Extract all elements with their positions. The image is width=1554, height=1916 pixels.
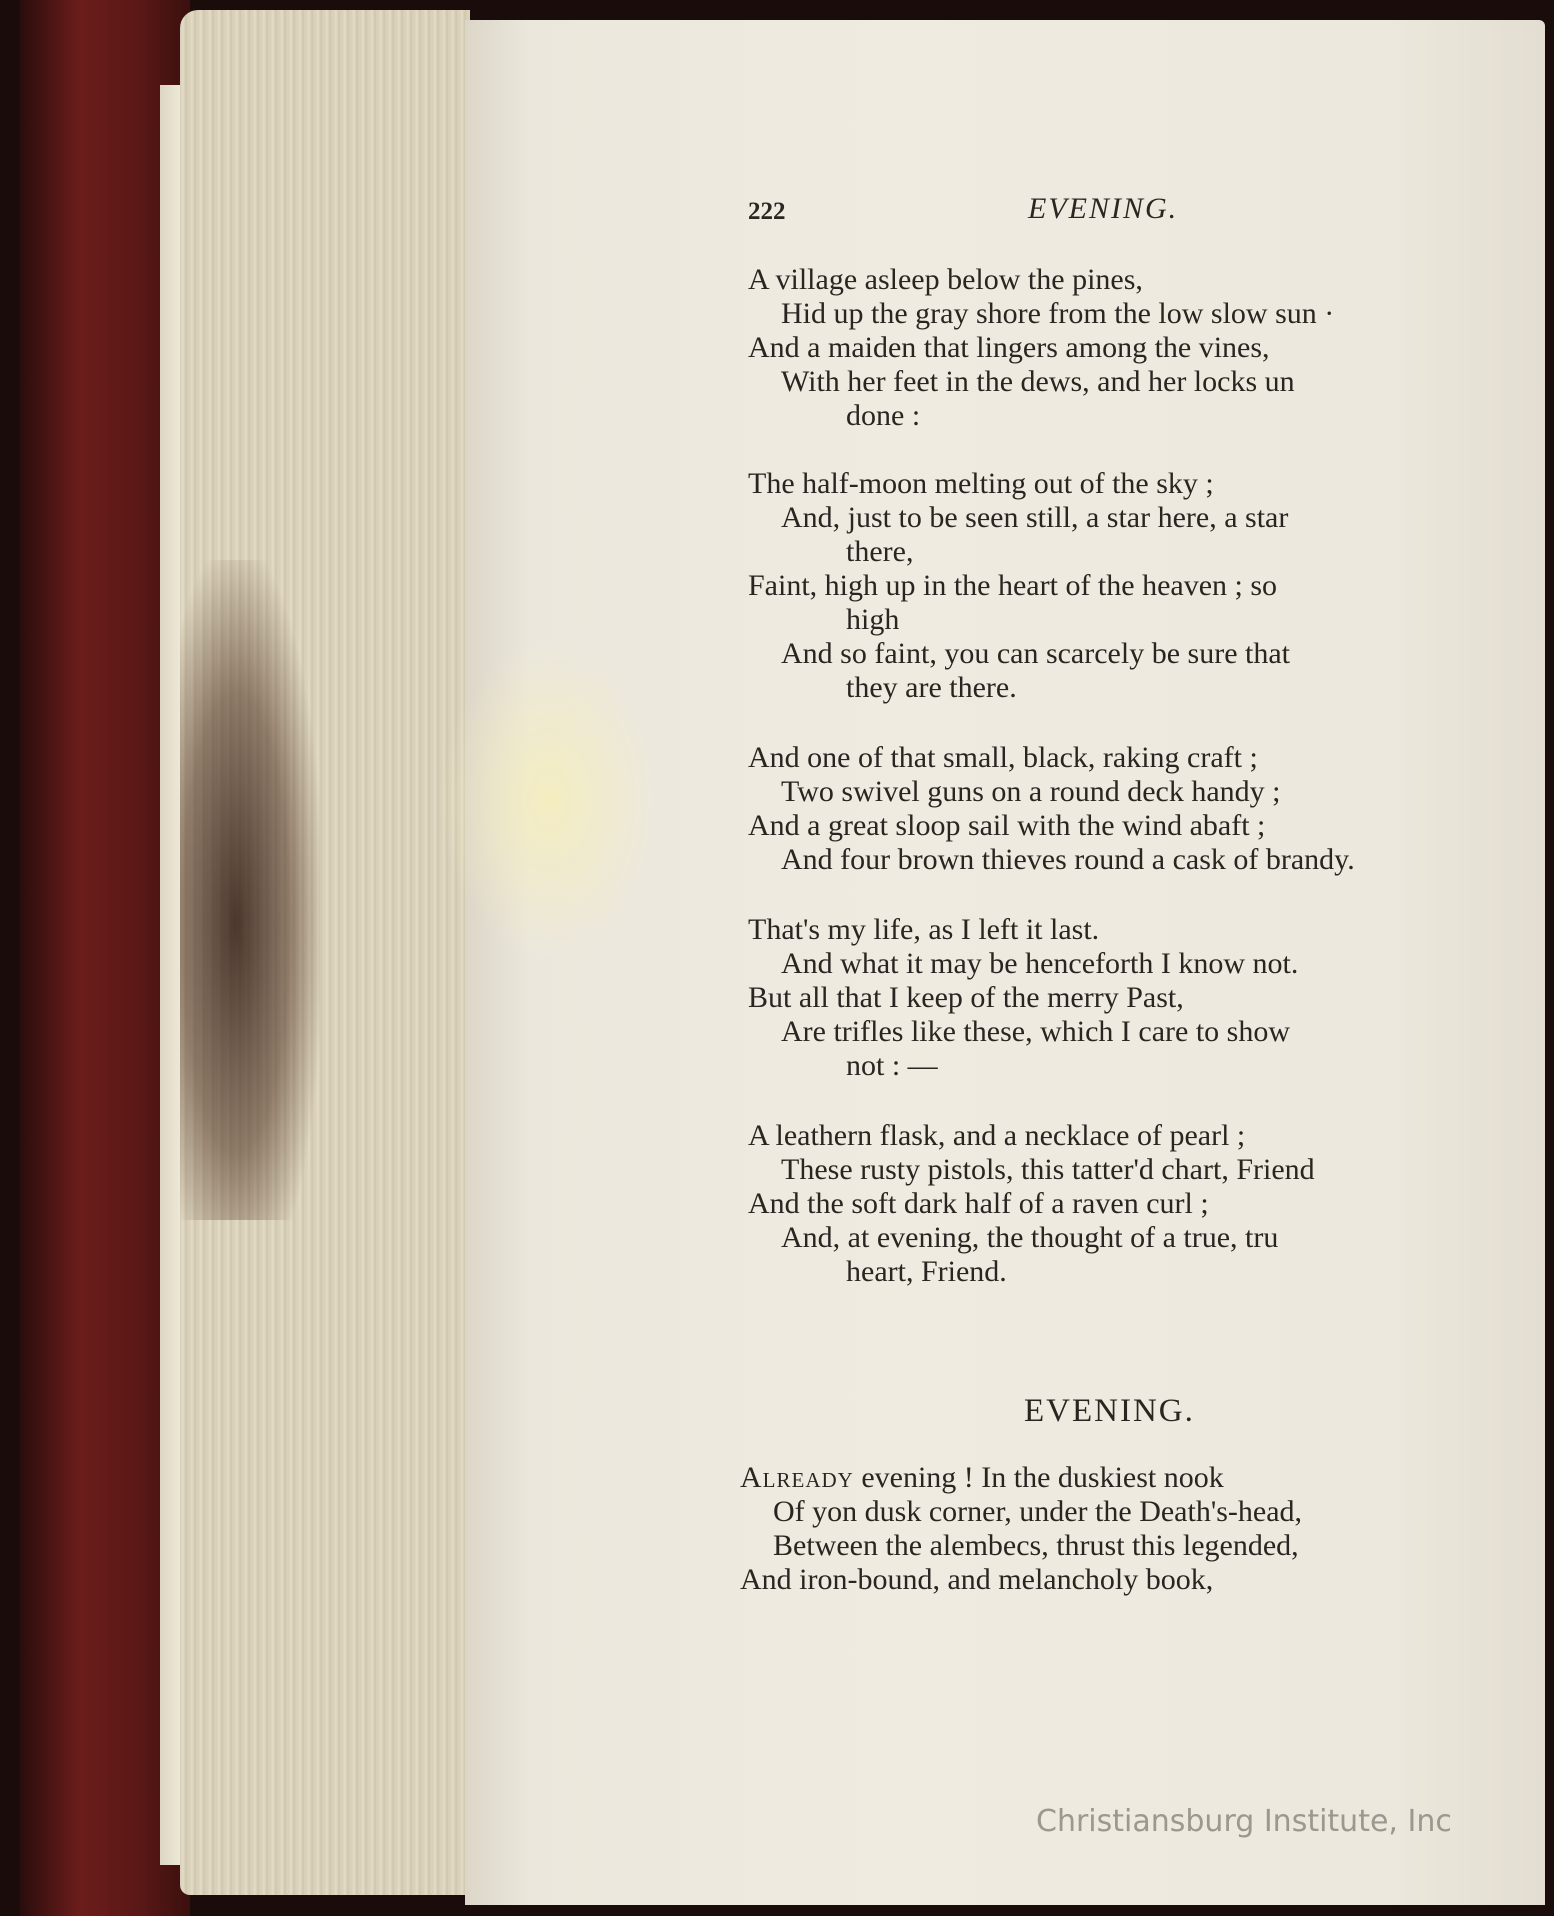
poem-line: heart, Friend. (846, 1255, 1007, 1288)
poem-line: The half-moon melting out of the sky ; (748, 467, 1214, 500)
poem-line: not : — (846, 1049, 938, 1082)
poem-line: Faint, high up in the heart of the heaven ; so (748, 569, 1278, 602)
light-glare (440, 640, 660, 960)
poem-line: A leathern flask, and a necklace of pearl ; (748, 1119, 1246, 1152)
poem-line: done : (846, 399, 921, 432)
poem-line: Two swivel guns on a round deck handy ; (781, 775, 1281, 808)
poem-line: And, at evening, the thought of a true, tru (781, 1221, 1279, 1254)
poem-line: And a maiden that lingers among the vines, (748, 331, 1270, 364)
poem-line: These rusty pistols, this tatter'd chart, Friend (781, 1153, 1315, 1186)
poem-line: And the soft dark half of a raven curl ; (748, 1187, 1209, 1220)
poem-line: And a great sloop sail with the wind abaft ; (748, 809, 1266, 842)
section-title: EVENING. (1024, 1393, 1195, 1429)
page-number: 222 (748, 198, 786, 225)
running-title: EVENING. (1028, 192, 1179, 225)
endpaper-edge (160, 85, 182, 1865)
poem-line: And so faint, you can scarcely be sure that (781, 637, 1290, 670)
poem-line: Of yon dusk corner, under the Death's-head, (773, 1495, 1303, 1528)
poem-line: Hid up the gray shore from the low slow sun · (781, 297, 1335, 330)
watermark: Christiansburg Institute, Inc (1036, 1804, 1452, 1839)
page-header (748, 192, 1488, 238)
poem-line: Between the alembecs, thrust this legended, (773, 1529, 1299, 1562)
poem-line: And four brown thieves round a cask of brandy. (781, 843, 1355, 876)
poem-line: That's my life, as I left it last. (748, 913, 1100, 946)
poem-line: And what it may be henceforth I know not. (781, 947, 1299, 980)
poem-line: And one of that small, black, raking craft ; (748, 741, 1258, 774)
poem-line: high (846, 603, 900, 636)
poem-line: And, just to be seen still, a star here, a star (781, 501, 1289, 534)
poem-line-rest: evening ! In the duskiest nook (853, 1461, 1224, 1494)
poem-line: there, (846, 535, 914, 568)
poem-line: Are trifles like these, which I care to show (781, 1015, 1290, 1048)
poem-line: A village asleep below the pines, (748, 263, 1143, 296)
poem-line: With her feet in the dews, and her locks un (781, 365, 1295, 398)
poem-line: they are there. (846, 671, 1017, 704)
drop-word: Already (740, 1461, 854, 1494)
shadow (180, 560, 320, 1220)
poem-line (740, 1460, 1224, 1496)
poem-line: But all that I keep of the merry Past, (748, 981, 1184, 1014)
poem-line: And iron-bound, and melancholy book, (740, 1563, 1214, 1596)
